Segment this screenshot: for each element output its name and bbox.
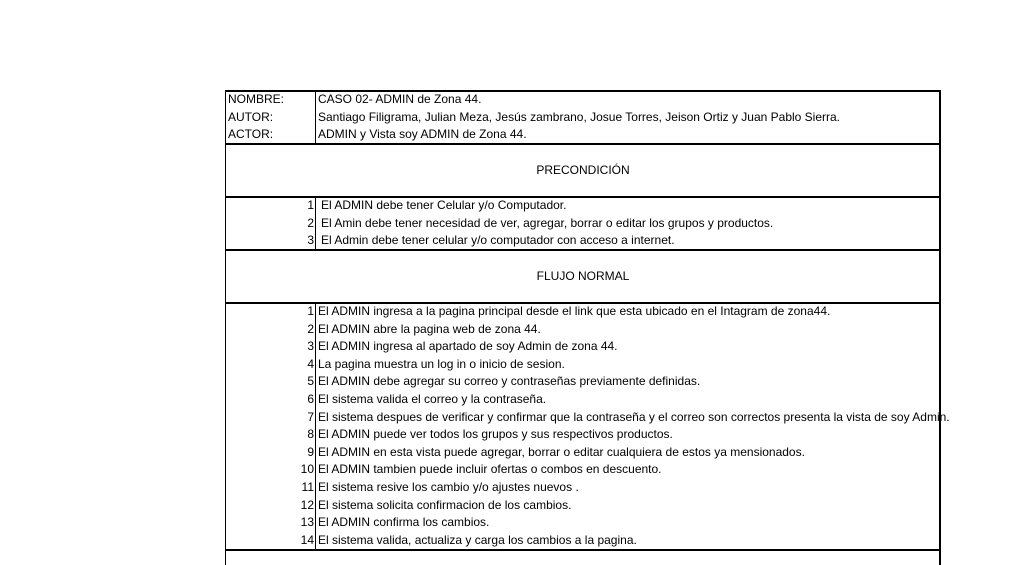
- flow-step-number: 13: [300, 515, 314, 530]
- precondition-column-divider: [315, 196, 316, 250]
- precondition-item-number: 2: [307, 215, 314, 230]
- flow-step-text: El ADMIN puede ver todos los grupos y sus respectivos productos.: [318, 427, 673, 442]
- flow-step-number: 2: [307, 321, 314, 336]
- flow-step-number: 4: [307, 356, 314, 371]
- precondition-title: PRECONDICIÓN: [536, 163, 630, 177]
- flow-step-text: El ADMIN debe agregar su correo y contraseñas previamente definidas.: [318, 374, 701, 389]
- precondition-item-text: El ADMIN debe tener Celular y/o Computador.: [321, 198, 567, 212]
- flow-step-text: El sistema despues de verificar y confirmar que la contraseña y el correo son correctos presenta la vista de soy Admin.: [318, 409, 950, 424]
- flow-column-divider: [315, 302, 316, 550]
- flow-step-text: El sistema solicita confirmacion de los cambios.: [318, 497, 572, 512]
- precondition-item-text: El Amin debe tener necesidad de ver, agregar, borrar o editar los grupos y productos.: [321, 215, 774, 230]
- header-column-divider: [315, 90, 316, 144]
- flow-step-number: 14: [300, 532, 314, 547]
- flow-step-text: El ADMIN ingresa al apartado de soy Admin de zona 44.: [318, 339, 618, 354]
- flow-step-number: 9: [307, 444, 314, 459]
- autor-label: AUTOR:: [228, 109, 274, 124]
- actor-label: ACTOR:: [228, 127, 274, 142]
- flow-step-number: 6: [307, 392, 314, 406]
- precondition-item-text: El Admin debe tener celular y/o computador con acceso a internet.: [321, 233, 675, 248]
- flow-step-text: La pagina muestra un log in o inicio de sesion.: [318, 356, 565, 371]
- flow-step-text: El ADMIN ingresa a la pagina principal desde el link que esta ubicado en el Intagram de zona44.: [318, 304, 831, 318]
- actor-value: ADMIN y Vista soy ADMIN de Zona 44.: [318, 127, 527, 142]
- flow-step-number: 12: [300, 497, 314, 512]
- flow-step-number: 10: [300, 462, 314, 477]
- flow-step-text: El ADMIN tambien puede incluir ofertas o combos en descuento.: [318, 462, 662, 477]
- flow-step-number: 1: [307, 304, 314, 318]
- flow-step-number: 3: [307, 339, 314, 354]
- nombre-value: CASO 02- ADMIN de Zona 44.: [318, 92, 482, 106]
- flow-step-number: 7: [307, 409, 314, 424]
- nombre-label: NOMBRE:: [228, 92, 285, 106]
- precondition-item-number: 3: [307, 233, 314, 248]
- flow-step-text: El sistema valida el correo y la contraseña.: [318, 392, 547, 406]
- autor-value: Santiago Filigrama, Julian Meza, Jesús zambrano, Josue Torres, Jeison Ortiz y Juan Pablo Sierra.: [318, 109, 841, 124]
- flow-step-text: El sistema valida, actualiza y carga los cambios a la pagina.: [318, 532, 637, 547]
- flow-step-text: El sistema resive los cambio y/o ajustes nuevos .: [318, 480, 579, 494]
- flow-step-number: 8: [307, 427, 314, 442]
- flow-title: FLUJO NORMAL: [536, 269, 630, 283]
- flow-step-text: El ADMIN en esta vista puede agregar, borrar o editar cualquiera de estos ya mensionados.: [318, 444, 805, 459]
- flow-step-text: El ADMIN confirma los cambios.: [318, 515, 490, 530]
- precondition-item-number: 1: [307, 198, 314, 212]
- flow-step-text: El ADMIN abre la pagina web de zona 44.: [318, 321, 541, 336]
- flow-step-number: 5: [307, 374, 314, 389]
- flow-step-number: 11: [301, 480, 314, 494]
